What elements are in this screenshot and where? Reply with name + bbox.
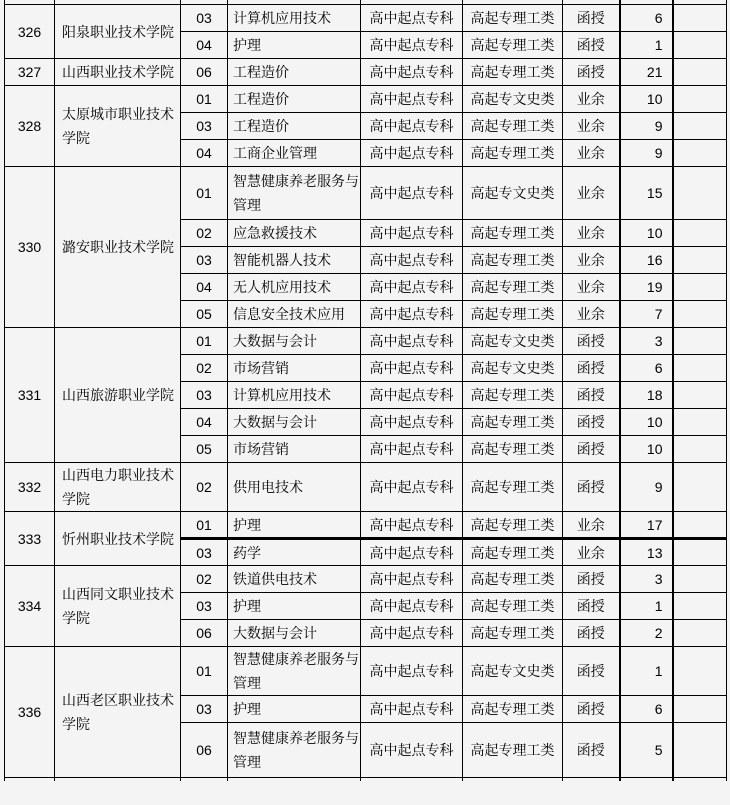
major-code-cell: 06 (181, 620, 228, 647)
category-cell: 高起专理工类 (463, 140, 563, 167)
major-code-cell: 02 (181, 220, 228, 247)
note-cell (673, 301, 727, 328)
major-name-cell: 药学 (228, 539, 361, 566)
level-cell: 高中起点专科 (361, 220, 463, 247)
note-cell (673, 382, 727, 409)
note-cell (673, 328, 727, 355)
level-cell: 高中起点专科 (361, 140, 463, 167)
quota-cell: 19 (620, 274, 673, 301)
category-cell: 高起专理工类 (463, 566, 563, 593)
major-code-cell: 03 (181, 382, 228, 409)
grid-cell (228, 778, 361, 782)
major-code-cell: 03 (181, 113, 228, 140)
note-cell (673, 59, 727, 86)
level-cell: 高中起点专科 (361, 59, 463, 86)
college-name-cell: 潞安职业技术学院 (55, 167, 181, 328)
level-cell: 高中起点专科 (361, 539, 463, 566)
level-cell: 高中起点专科 (361, 355, 463, 382)
study-form-cell: 函授 (563, 647, 620, 696)
note-cell (673, 167, 727, 220)
plan-row (5, 566, 727, 593)
grid-cell (5, 778, 55, 782)
quota-cell: 10 (620, 220, 673, 247)
study-form-cell: 函授 (563, 723, 620, 778)
level-cell: 高中起点专科 (361, 696, 463, 723)
study-form-cell: 业余 (563, 247, 620, 274)
major-name-cell: 应急救援技术 (228, 220, 361, 247)
major-name-cell: 护理 (228, 32, 361, 59)
quota-cell: 9 (620, 463, 673, 512)
major-name-cell: 大数据与会计 (228, 620, 361, 647)
level-cell: 高中起点专科 (361, 5, 463, 32)
category-cell: 高起专理工类 (463, 382, 563, 409)
study-form-cell: 业余 (563, 113, 620, 140)
level-cell: 高中起点专科 (361, 247, 463, 274)
quota-cell: 18 (620, 382, 673, 409)
college-name-cell: 山西旅游职业学院 (55, 328, 181, 463)
plan-row (5, 328, 727, 355)
plan-row (5, 86, 727, 113)
major-code-cell: 02 (181, 355, 228, 382)
category-cell: 高起专理工类 (463, 409, 563, 436)
college-name-cell: 阳泉职业技术学院 (55, 5, 181, 59)
quota-cell: 17 (620, 512, 673, 539)
note-cell (673, 86, 727, 113)
college-number-cell: 332 (5, 463, 55, 512)
study-form-cell: 函授 (563, 409, 620, 436)
partial-row-bottom (5, 778, 727, 782)
note-cell (673, 220, 727, 247)
level-cell: 高中起点专科 (361, 113, 463, 140)
college-number-cell: 333 (5, 512, 55, 566)
major-name-cell: 护理 (228, 593, 361, 620)
major-code-cell: 03 (181, 696, 228, 723)
quota-cell: 6 (620, 355, 673, 382)
study-form-cell: 函授 (563, 382, 620, 409)
college-number-cell: 331 (5, 328, 55, 463)
category-cell: 高起专理工类 (463, 696, 563, 723)
level-cell: 高中起点专科 (361, 32, 463, 59)
college-number-cell: 327 (5, 59, 55, 86)
plan-row (5, 647, 727, 696)
category-cell: 高起专理工类 (463, 247, 563, 274)
level-cell: 高中起点专科 (361, 436, 463, 463)
major-code-cell: 04 (181, 409, 228, 436)
college-name-cell: 山西职业技术学院 (55, 59, 181, 86)
grid-cell (620, 778, 673, 782)
major-name-cell: 智慧健康养老服务与管理 (228, 167, 361, 220)
note-cell (673, 32, 727, 59)
quota-cell: 9 (620, 113, 673, 140)
major-name-cell: 工商企业管理 (228, 140, 361, 167)
major-code-cell: 03 (181, 247, 228, 274)
note-cell (673, 723, 727, 778)
plan-row (5, 463, 727, 512)
college-name-cell: 山西同文职业技术学院 (55, 566, 181, 647)
study-form-cell: 函授 (563, 5, 620, 32)
study-form-cell: 函授 (563, 463, 620, 512)
study-form-cell: 业余 (563, 539, 620, 566)
study-form-cell: 函授 (563, 593, 620, 620)
major-name-cell: 计算机应用技术 (228, 5, 361, 32)
quota-cell: 5 (620, 723, 673, 778)
college-number-cell: 336 (5, 647, 55, 778)
quota-cell: 16 (620, 247, 673, 274)
study-form-cell: 函授 (563, 566, 620, 593)
category-cell: 高起专文史类 (463, 355, 563, 382)
note-cell (673, 512, 727, 539)
quota-cell: 7 (620, 301, 673, 328)
note-cell (673, 409, 727, 436)
level-cell: 高中起点专科 (361, 274, 463, 301)
major-name-cell: 护理 (228, 512, 361, 539)
major-name-cell: 铁道供电技术 (228, 566, 361, 593)
major-code-cell: 01 (181, 167, 228, 220)
grid-cell (673, 778, 727, 782)
category-cell: 高起专理工类 (463, 301, 563, 328)
grid-cell (463, 778, 563, 782)
study-form-cell: 业余 (563, 301, 620, 328)
grid-cell (55, 778, 181, 782)
major-code-cell: 02 (181, 463, 228, 512)
quota-cell: 1 (620, 32, 673, 59)
major-name-cell: 供用电技术 (228, 463, 361, 512)
note-cell (673, 247, 727, 274)
category-cell: 高起专理工类 (463, 723, 563, 778)
category-cell: 高起专文史类 (463, 647, 563, 696)
major-code-cell: 01 (181, 86, 228, 113)
category-cell: 高起专理工类 (463, 436, 563, 463)
level-cell: 高中起点专科 (361, 86, 463, 113)
major-name-cell: 大数据与会计 (228, 409, 361, 436)
quota-cell: 1 (620, 647, 673, 696)
major-code-cell: 04 (181, 32, 228, 59)
major-name-cell: 工程造价 (228, 113, 361, 140)
major-name-cell: 智慧健康养老服务与管理 (228, 723, 361, 778)
quota-cell: 2 (620, 620, 673, 647)
note-cell (673, 647, 727, 696)
study-form-cell: 函授 (563, 59, 620, 86)
note-cell (673, 696, 727, 723)
major-name-cell: 智慧健康养老服务与管理 (228, 647, 361, 696)
quota-cell: 6 (620, 5, 673, 32)
quota-cell: 3 (620, 328, 673, 355)
grid-cell (563, 778, 620, 782)
note-cell (673, 566, 727, 593)
category-cell: 高起专理工类 (463, 113, 563, 140)
quota-cell: 1 (620, 593, 673, 620)
major-code-cell: 04 (181, 140, 228, 167)
plan-row (5, 512, 727, 539)
level-cell: 高中起点专科 (361, 167, 463, 220)
quota-cell: 10 (620, 436, 673, 463)
category-cell: 高起专理工类 (463, 5, 563, 32)
college-name-cell: 太原城市职业技术学院 (55, 86, 181, 167)
quota-cell: 13 (620, 539, 673, 566)
note-cell (673, 463, 727, 512)
college-name-cell: 山西老区职业技术学院 (55, 647, 181, 778)
category-cell: 高起专理工类 (463, 463, 563, 512)
study-form-cell: 业余 (563, 220, 620, 247)
major-code-cell: 04 (181, 274, 228, 301)
college-number-cell: 330 (5, 167, 55, 328)
level-cell: 高中起点专科 (361, 647, 463, 696)
grid-cell (361, 778, 463, 782)
major-code-cell: 03 (181, 593, 228, 620)
plan-row (5, 59, 727, 86)
study-form-cell: 函授 (563, 32, 620, 59)
level-cell: 高中起点专科 (361, 301, 463, 328)
major-code-cell: 03 (181, 539, 228, 566)
college-name-cell: 忻州职业技术学院 (55, 512, 181, 566)
major-code-cell: 05 (181, 436, 228, 463)
note-cell (673, 5, 727, 32)
level-cell: 高中起点专科 (361, 723, 463, 778)
category-cell: 高起专文史类 (463, 86, 563, 113)
major-name-cell: 工程造价 (228, 86, 361, 113)
major-name-cell: 护理 (228, 696, 361, 723)
major-code-cell: 06 (181, 59, 228, 86)
plan-row (5, 167, 727, 220)
level-cell: 高中起点专科 (361, 382, 463, 409)
major-code-cell: 06 (181, 723, 228, 778)
quota-cell: 9 (620, 140, 673, 167)
study-form-cell: 业余 (563, 140, 620, 167)
college-number-cell: 334 (5, 566, 55, 647)
level-cell: 高中起点专科 (361, 328, 463, 355)
study-form-cell: 函授 (563, 328, 620, 355)
study-form-cell: 函授 (563, 620, 620, 647)
note-cell (673, 140, 727, 167)
plan-row (5, 5, 727, 32)
category-cell: 高起专文史类 (463, 328, 563, 355)
note-cell (673, 274, 727, 301)
major-code-cell: 01 (181, 512, 228, 539)
note-cell (673, 593, 727, 620)
note-cell (673, 436, 727, 463)
major-name-cell: 工程造价 (228, 59, 361, 86)
table-body (5, 0, 727, 781)
major-name-cell: 市场营销 (228, 436, 361, 463)
major-code-cell: 01 (181, 647, 228, 696)
major-code-cell: 03 (181, 5, 228, 32)
major-code-cell: 02 (181, 566, 228, 593)
category-cell: 高起专理工类 (463, 512, 563, 539)
study-form-cell: 函授 (563, 436, 620, 463)
major-name-cell: 信息安全技术应用 (228, 301, 361, 328)
major-code-cell: 01 (181, 328, 228, 355)
major-code-cell: 05 (181, 301, 228, 328)
note-cell (673, 355, 727, 382)
study-form-cell: 业余 (563, 86, 620, 113)
category-cell: 高起专理工类 (463, 620, 563, 647)
quota-cell: 10 (620, 409, 673, 436)
category-cell: 高起专理工类 (463, 32, 563, 59)
college-name-cell: 山西电力职业技术学院 (55, 463, 181, 512)
level-cell: 高中起点专科 (361, 512, 463, 539)
note-cell (673, 620, 727, 647)
category-cell: 高起专理工类 (463, 593, 563, 620)
category-cell: 高起专理工类 (463, 220, 563, 247)
level-cell: 高中起点专科 (361, 620, 463, 647)
study-form-cell: 函授 (563, 696, 620, 723)
category-cell: 高起专理工类 (463, 274, 563, 301)
quota-cell: 10 (620, 86, 673, 113)
major-name-cell: 无人机应用技术 (228, 274, 361, 301)
major-name-cell: 计算机应用技术 (228, 382, 361, 409)
study-form-cell: 业余 (563, 274, 620, 301)
major-name-cell: 智能机器人技术 (228, 247, 361, 274)
college-number-cell: 326 (5, 5, 55, 59)
study-form-cell: 函授 (563, 355, 620, 382)
major-name-cell: 大数据与会计 (228, 328, 361, 355)
category-cell: 高起专理工类 (463, 59, 563, 86)
study-form-cell: 业余 (563, 512, 620, 539)
note-cell (673, 113, 727, 140)
quota-cell: 15 (620, 167, 673, 220)
quota-cell: 21 (620, 59, 673, 86)
category-cell: 高起专文史类 (463, 167, 563, 220)
college-number-cell: 328 (5, 86, 55, 167)
major-name-cell: 市场营销 (228, 355, 361, 382)
level-cell: 高中起点专科 (361, 409, 463, 436)
level-cell: 高中起点专科 (361, 566, 463, 593)
grid-cell (181, 778, 228, 782)
enrollment-plan-table (4, 0, 727, 781)
level-cell: 高中起点专科 (361, 463, 463, 512)
quota-cell: 6 (620, 696, 673, 723)
study-form-cell: 业余 (563, 167, 620, 220)
quota-cell: 3 (620, 566, 673, 593)
category-cell: 高起专理工类 (463, 539, 563, 566)
note-cell (673, 539, 727, 566)
level-cell: 高中起点专科 (361, 593, 463, 620)
